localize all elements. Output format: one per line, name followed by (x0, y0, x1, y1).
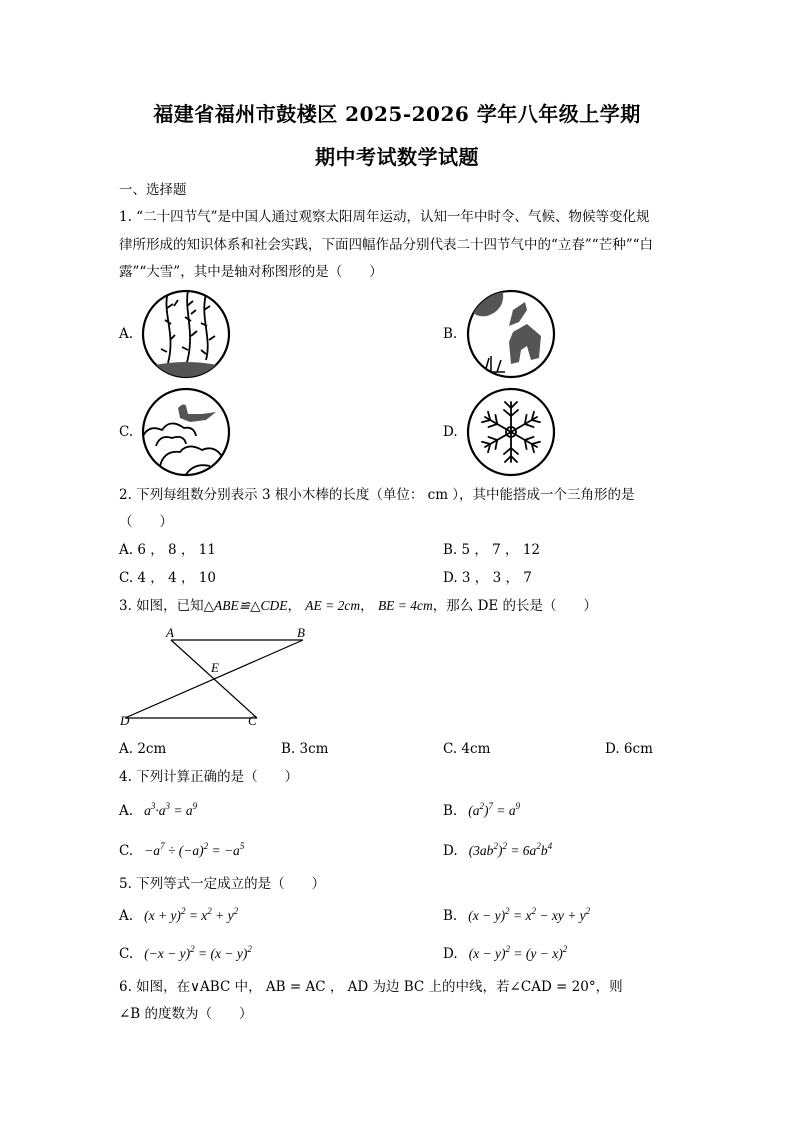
q5-option-c (119, 944, 252, 964)
q5-d-expr: $(x - y)^2 = (y - x)^2$ (461, 944, 568, 961)
q6-stem-line1: 6. 如图，在∨ABC 中， AB = AC ， AD 为边 BC 上的中线，若∠CAD = 20°，则 (119, 979, 623, 995)
q4-a-label: A. (119, 803, 134, 819)
q5-option-d (443, 944, 567, 964)
q5-option-b (443, 906, 590, 926)
q5-b-label: B. (443, 908, 458, 924)
q3-label-d: D (120, 713, 130, 728)
q5-a-expr: $(x + y)^2 = x^2 + y^2$ (137, 906, 239, 923)
q4-a-expr: $a^3\cdot a^3 = a^9$ (137, 801, 198, 818)
page-title: 福建省福州市鼓楼区 2025-2026 学年八年级上学期 (153, 102, 641, 126)
q1-option-c-label: C. (119, 424, 134, 440)
q2-option-a: A. 6 ， 8 ， 11 (119, 542, 216, 558)
q2-stem-line1: 2. 下列每组数分别表示 3 根小木棒的长度（单位： cm ），其中能搭成一个三角形的是 (119, 487, 635, 503)
q3-ae: AE = 2cm (305, 598, 361, 613)
q3-suffix: ，那么 DE 的长是（ ） (432, 598, 598, 614)
q3-label-c: C (248, 713, 257, 728)
q5-b-expr: $(x - y)^2 = x^2$ − xy + $y^2$ (461, 906, 591, 923)
q1-option-a-label: A. (119, 326, 134, 342)
q3-label-b: B (297, 625, 305, 640)
snowflake-icon (465, 386, 557, 478)
moon-and-shovel-icon (465, 288, 557, 380)
q1-stem-line1: 1. “二十四节气”是中国人通过观察太阳周年运动，认知一年中时令、气候、物候等变化规 (119, 209, 650, 225)
q3-label-a: A (166, 625, 174, 640)
q5-c-label: C. (119, 946, 134, 962)
q4-d-expr: $(3ab^2)^2 = 6a^2b^4$ (461, 841, 553, 858)
q1-stem-line3: 露”“大雪”，其中是轴对称图形的是（ ） (119, 264, 383, 280)
q4-stem: 4. 下列计算正确的是（ ） (119, 769, 299, 785)
q5-option-a (119, 906, 238, 926)
q2-option-b: B. 5 ， 7 ， 12 (443, 542, 541, 558)
bird-over-clouds-icon (140, 386, 232, 478)
q5-a-label: A. (119, 908, 134, 924)
q3-label-e: E (211, 660, 219, 675)
q1-option-b-label: B. (443, 326, 458, 342)
q2-stem-line2: （ ） (119, 514, 173, 530)
q6-stem-line2: ∠B 的度数为（ ） (119, 1006, 253, 1022)
q5-d-label: D. (443, 946, 458, 962)
q1-stem-line2: 律所形成的知识体系和社会实践，下面四幅作品分别代表二十四节气中的“立春”“芒种”“白 (119, 237, 654, 253)
section-heading: 一、选择题 (119, 182, 187, 198)
q4-b-expr: $(a^2)^7 = a^9$ (461, 801, 521, 818)
q3-option-b: B. 3cm (281, 741, 329, 757)
q3-prefix: 3. 如图，已知 (119, 598, 204, 614)
q4-c-expr: $-a^7 \div (-a)^2 = -a^5$ (137, 841, 245, 858)
q3-option-c: C. 4cm (443, 741, 491, 757)
q2-option-c: C. 4 ， 4 ， 10 (119, 570, 216, 586)
q1-option-d-label: D. (443, 424, 458, 440)
willow-branches-icon (140, 288, 232, 380)
q2-option-d: D. 3 ， 3 ， 7 (443, 570, 532, 586)
q4-option-b (443, 801, 520, 821)
q3-stem: 3. 如图，已知△ABE≌△CDE， AE = 2cm， BE = 4cm，那么 DE 的长是（ ） (119, 598, 598, 614)
q4-option-c (119, 841, 244, 861)
q3-option-a: A. 2cm (119, 741, 167, 757)
q4-c-label: C. (119, 843, 134, 859)
q3-option-d: D. 6cm (605, 741, 653, 757)
q4-b-label: B. (443, 803, 458, 819)
q5-stem: 5. 下列等式一定成立的是（ ） (119, 876, 326, 892)
q4-d-label: D. (443, 843, 458, 859)
q4-option-d (443, 841, 552, 861)
q3-figure (115, 624, 315, 728)
q3-congruence: △ABE≌△CDE (203, 598, 288, 613)
q3-be: BE = 4cm (377, 598, 433, 613)
q5-c-expr: $(-x - y)^2 = (x - y)^2$ (137, 944, 252, 961)
q4-option-a (119, 801, 197, 821)
page-subtitle: 期中考试数学试题 (315, 145, 479, 169)
